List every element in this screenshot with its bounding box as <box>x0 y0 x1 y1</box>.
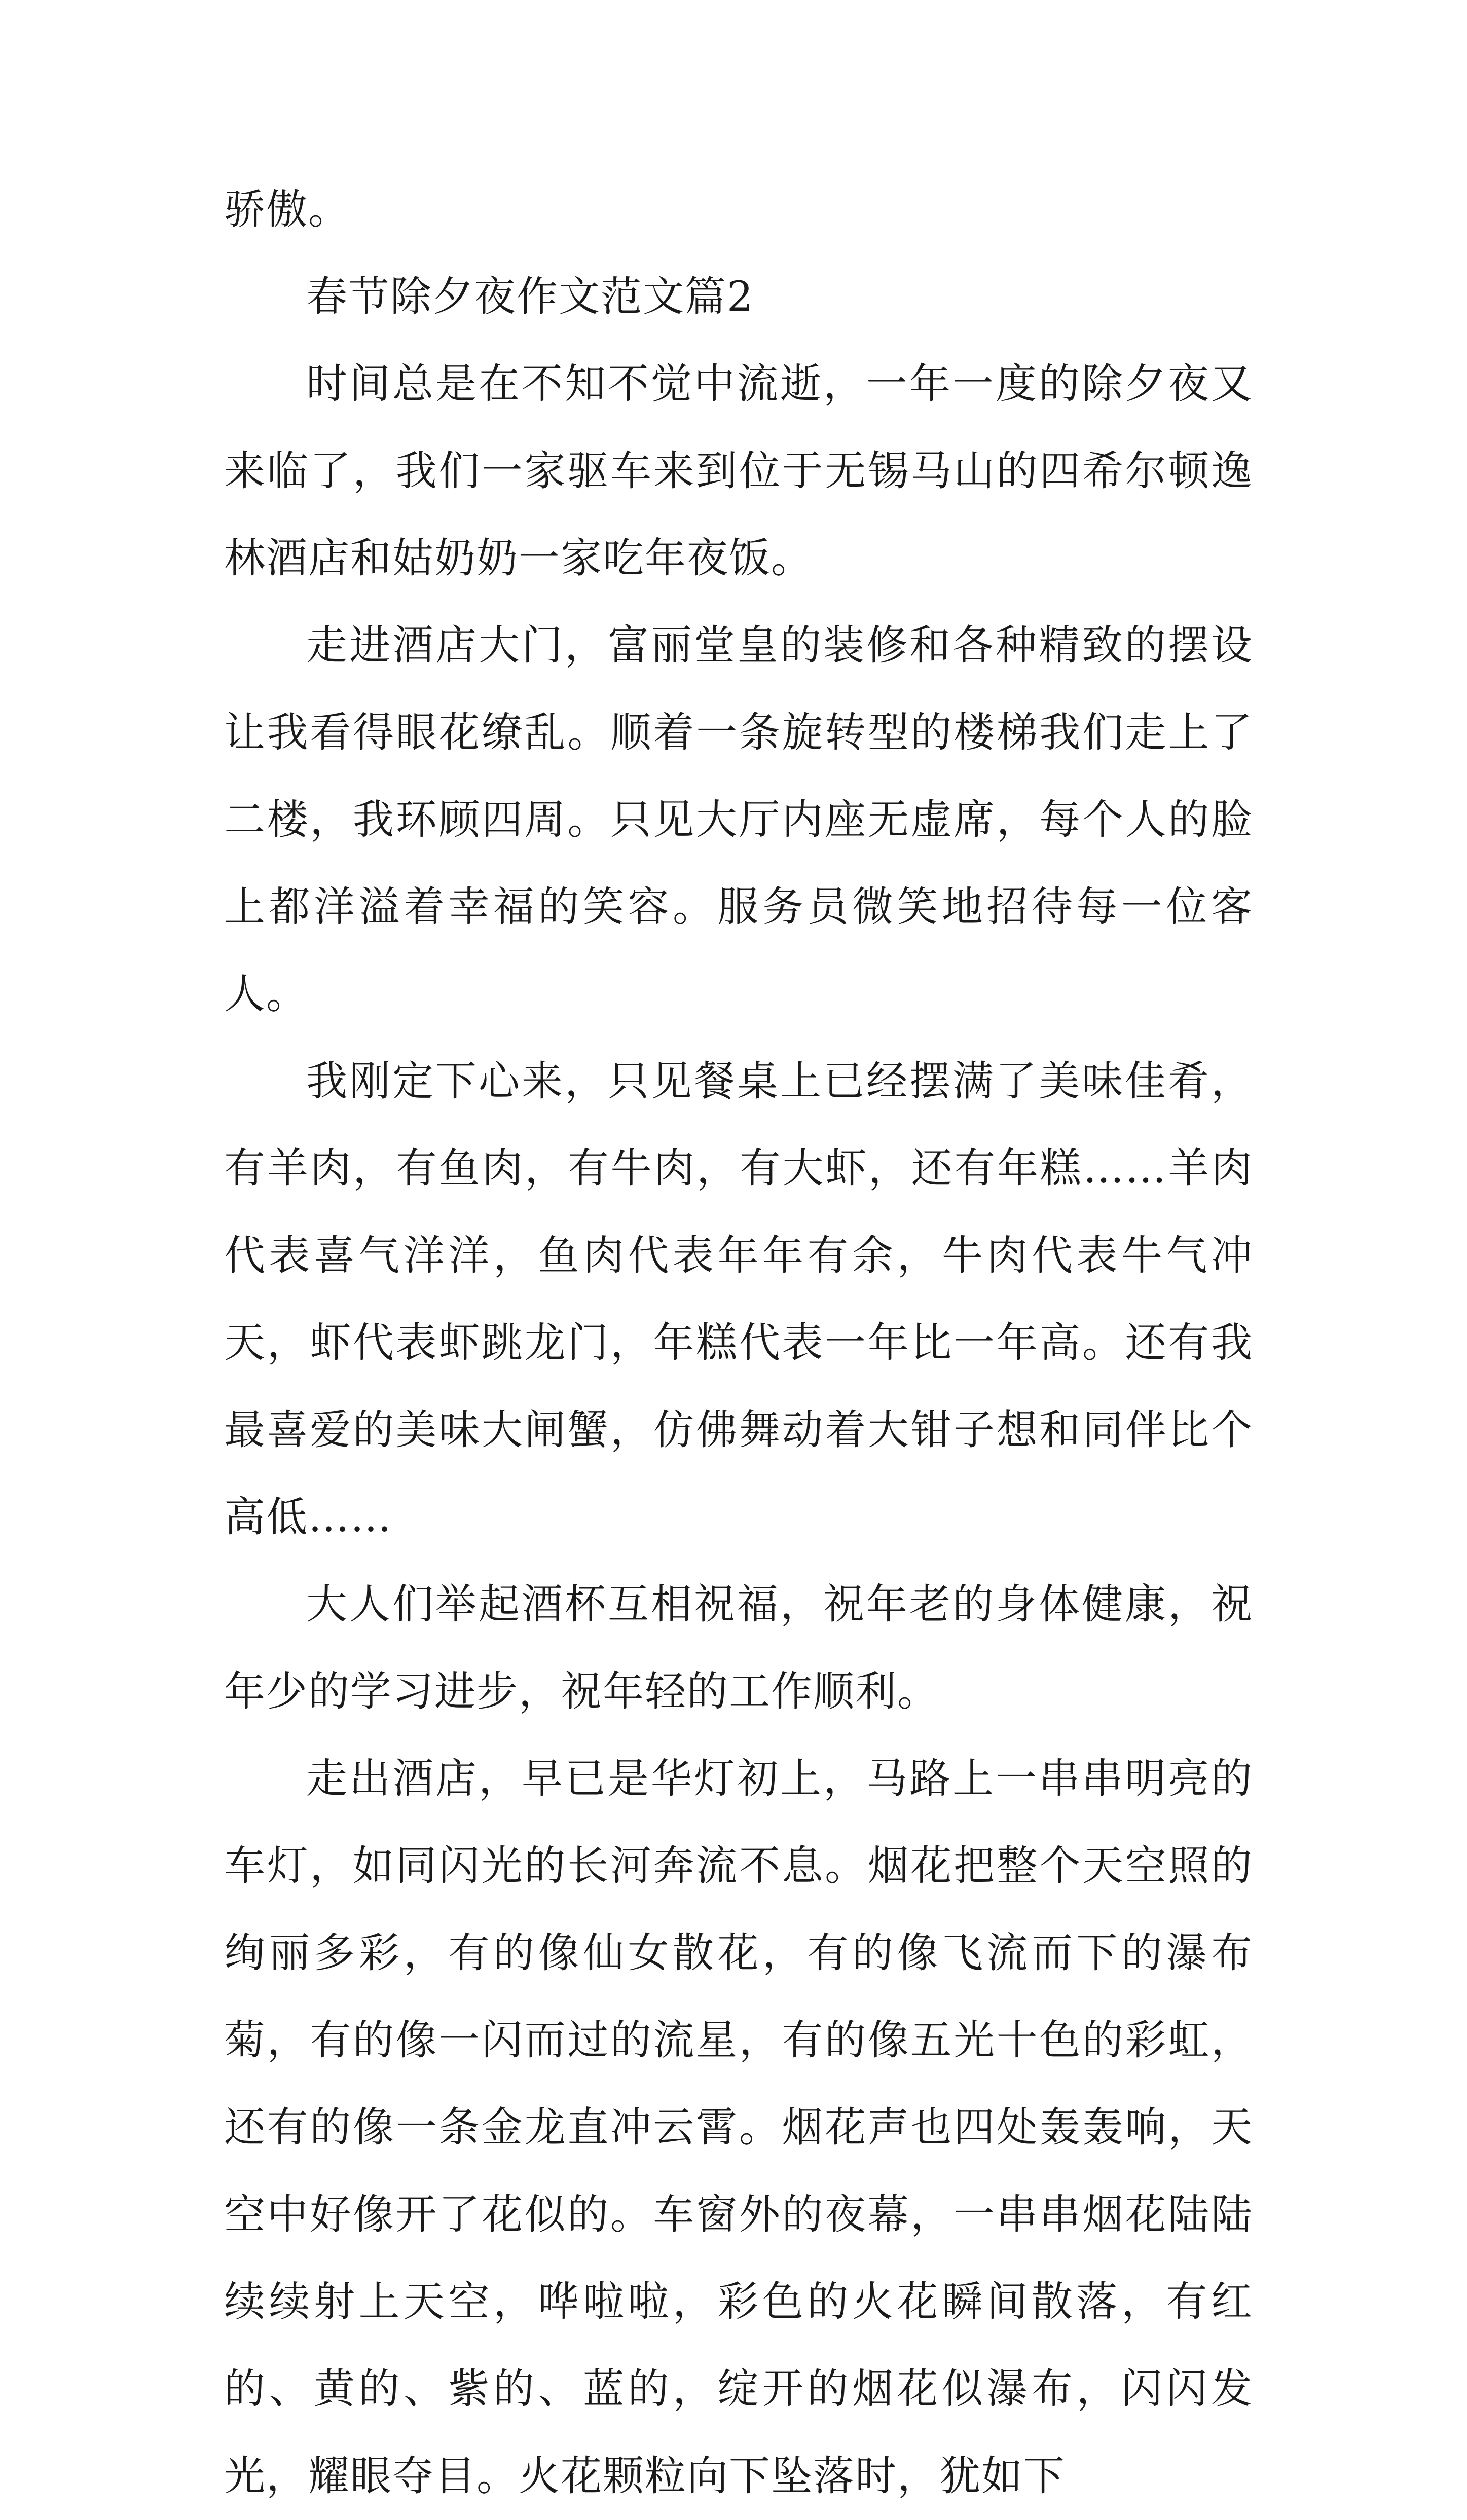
paragraph-continuation: 骄傲。 <box>224 186 351 234</box>
essay-title: 春节除夕夜作文范文篇2 <box>306 273 754 321</box>
paragraph: 时间总是在不知不觉中流逝，一年一度的除夕夜又来临了，我们一家驱车来到位于无锡马山的四希尔顿逸林酒店和姑奶奶一家吃年夜饭。 <box>224 360 1253 582</box>
essay-body <box>224 166 1253 2520</box>
paragraph: 走出酒店，早已是华灯初上，马路上一串串明亮的车灯，如同闪光的长河奔流不息。烟花把整个天空照的绚丽多彩，有的像仙女散花，有的像飞流而下的瀑布菊，有的像一闪而过的流星，有的像五光十色的彩虹，还有的像一条金龙直冲云霄。烟花声也四处轰轰响，天空中好像开了花似的。车窗外的夜幕，一串串烟花陆陆续续射上天空，哗啦啦，彩色的火花瞬间散落，有红的、黄的、紫的、蓝的，绽开的烟花似瀑布，闪闪发光，耀眼夺目。火花颗粒向下坠落时，犹如下 <box>224 1755 1253 2500</box>
paragraph: 我刚定下心来，只见餐桌上已经摆满了美味佳肴，有羊肉，有鱼肉，有牛肉，有大虾，还有年糕……羊肉代表喜气洋洋，鱼肉代表年年有余，牛肉代表牛气冲天，虾代表虾跳龙门，年糕代表一年比一年高。还有我最喜爱的美味大闸蟹，仿佛舞动着大钳子想和同伴比个高低…… <box>224 1058 1253 1541</box>
paragraph: 走进酒店大门，富丽堂皇的装修和各种精致的摆设让我看得眼花缭乱。顺着一条旋转型的楼梯我们走上了二楼，我环顾四周。只见大厅内座无虚席，每个人的脸上都洋溢着幸福的笑容。服务员微笑地招待每一位客人。 <box>224 622 1253 1018</box>
paragraph: 大人们举起酒杯互相祝福，祝年老的身体健康，祝年少的学习进步，祝年轻的工作顺利。 <box>224 1581 1253 1716</box>
